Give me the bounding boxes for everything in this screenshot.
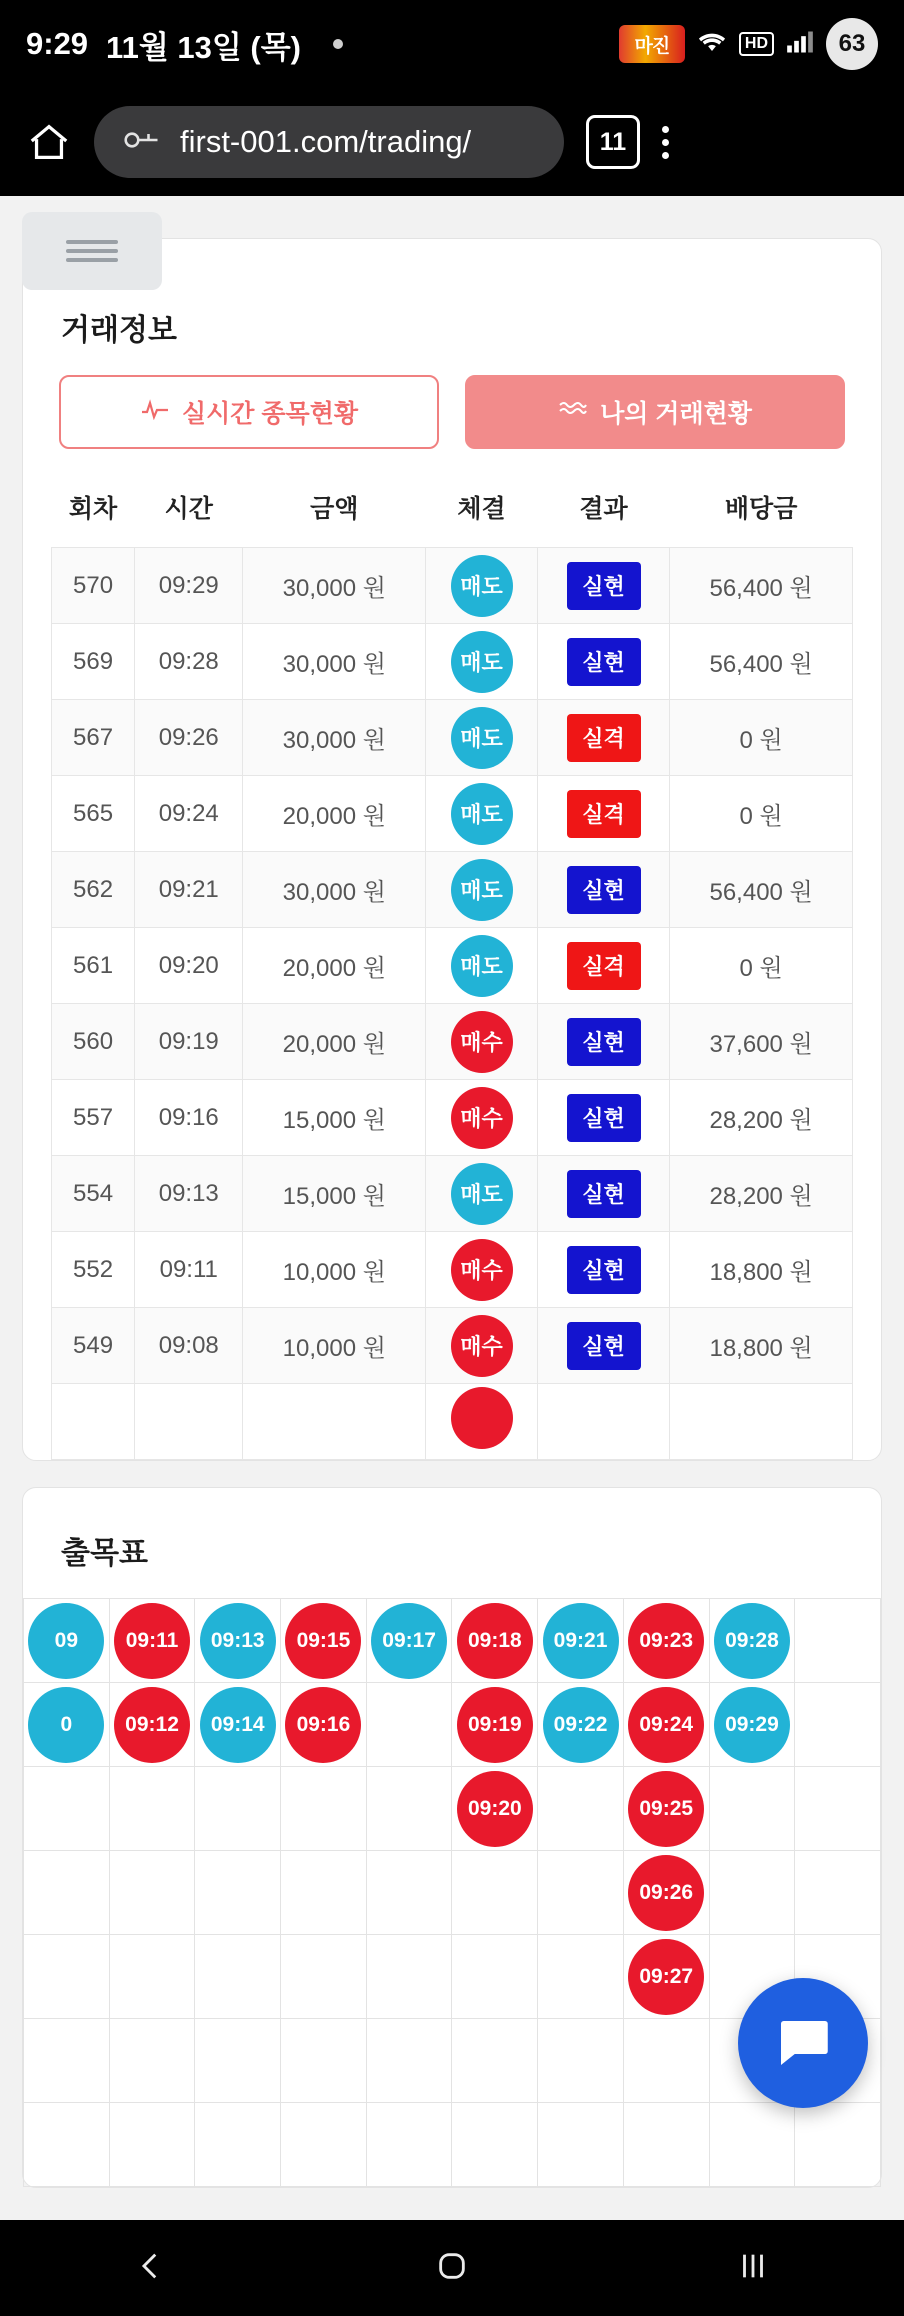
cell-result <box>537 1232 669 1308</box>
board-bubble: 09:15 <box>285 1603 361 1679</box>
board-cell <box>281 2103 367 2187</box>
board-cell <box>195 1851 281 1935</box>
cell-round: 557 <box>52 1080 135 1156</box>
status-badge: 실현 <box>567 1094 641 1142</box>
board-cell <box>24 2103 110 2187</box>
cell-time: 09:20 <box>135 928 243 1004</box>
cell-side <box>426 1232 538 1308</box>
table-row <box>52 624 853 700</box>
cell-round: 552 <box>52 1232 135 1308</box>
cell-side <box>426 928 538 1004</box>
board-cell <box>624 1683 710 1767</box>
cell-amount: 20,000 원 <box>243 776 426 852</box>
col-side: 체결 <box>457 495 506 523</box>
cell-time: 09:26 <box>135 700 243 776</box>
board-cell <box>710 1599 796 1683</box>
table-header-row <box>52 475 853 548</box>
side-badge: 매도 <box>451 631 513 693</box>
board-cell <box>710 1767 796 1851</box>
board-bubble: 09:19 <box>457 1687 533 1763</box>
board-cell <box>110 1851 196 1935</box>
board-cell <box>710 2103 796 2187</box>
board-cell <box>538 2019 624 2103</box>
cell-amount: 10,000 원 <box>243 1308 426 1384</box>
trade-info-card <box>22 238 882 1461</box>
col-payout: 배당금 <box>724 495 798 523</box>
board-cell <box>624 1851 710 1935</box>
board-bubble: 09:14 <box>200 1687 276 1763</box>
board-cell <box>24 1767 110 1851</box>
cell-result <box>537 1080 669 1156</box>
cell-time <box>135 1384 243 1460</box>
cell-side <box>426 548 538 624</box>
board-cell <box>195 2103 281 2187</box>
col-result: 결과 <box>579 495 628 523</box>
cell-round: 569 <box>52 624 135 700</box>
table-row <box>52 700 853 776</box>
board-cell <box>367 1767 453 1851</box>
board-bubble: 09:11 <box>114 1603 190 1679</box>
side-badge: 매도 <box>451 783 513 845</box>
notification-dot-icon <box>333 39 343 49</box>
cell-payout: 0 원 <box>670 928 853 1004</box>
cell-time: 09:13 <box>135 1156 243 1232</box>
board-cell <box>624 1599 710 1683</box>
tab-realtime-status[interactable] <box>59 375 439 449</box>
board-cell <box>24 1599 110 1683</box>
board-bubble: 09:12 <box>114 1687 190 1763</box>
promo-badge: 마진 <box>619 25 685 63</box>
cell-payout: 28,200 원 <box>670 1156 853 1232</box>
tab-my-trades[interactable] <box>465 375 845 449</box>
cell-side <box>426 700 538 776</box>
cell-time: 09:11 <box>135 1232 243 1308</box>
home-circle-icon[interactable] <box>435 2249 469 2288</box>
cell-amount: 15,000 원 <box>243 1156 426 1232</box>
cell-round: 567 <box>52 700 135 776</box>
cell-payout: 56,400 원 <box>670 548 853 624</box>
board-cell <box>110 1767 196 1851</box>
cell-side <box>426 1080 538 1156</box>
cell-payout: 28,200 원 <box>670 1080 853 1156</box>
board-cell <box>710 1683 796 1767</box>
address-bar[interactable] <box>94 106 564 178</box>
cell-time: 09:28 <box>135 624 243 700</box>
table-row <box>52 1308 853 1384</box>
status-bar-left <box>26 22 343 67</box>
board-cell <box>538 2103 624 2187</box>
side-badge: 매도 <box>451 935 513 997</box>
board-cell <box>538 1599 624 1683</box>
status-badge: 실현 <box>567 1246 641 1294</box>
cell-round: 554 <box>52 1156 135 1232</box>
cell-side <box>426 1156 538 1232</box>
board-cell <box>367 2019 453 2103</box>
board-bubble: 09:24 <box>628 1687 704 1763</box>
board-cell <box>710 1851 796 1935</box>
cell-round: 570 <box>52 548 135 624</box>
cell-round: 561 <box>52 928 135 1004</box>
cell-amount <box>243 1384 426 1460</box>
table-row <box>52 1232 853 1308</box>
chart-line-icon <box>140 398 170 427</box>
board-cell <box>195 1767 281 1851</box>
board-cell <box>538 1683 624 1767</box>
cell-side <box>426 852 538 928</box>
board-bubble: 09:27 <box>628 1939 704 2015</box>
cell-payout: 18,800 원 <box>670 1232 853 1308</box>
board-cell <box>452 2103 538 2187</box>
cell-payout: 56,400 원 <box>670 852 853 928</box>
trade-table <box>51 475 853 1460</box>
board-cell <box>110 1599 196 1683</box>
board-cell <box>795 1599 881 1683</box>
side-badge: 매도 <box>451 1163 513 1225</box>
board-cell <box>538 1851 624 1935</box>
board-cell <box>367 2103 453 2187</box>
table-row <box>52 1080 853 1156</box>
board-bubble: 09 <box>28 1603 104 1679</box>
board-cell <box>795 2103 881 2187</box>
board-cell <box>195 1599 281 1683</box>
status-badge: 실현 <box>567 562 641 610</box>
col-round: 회차 <box>68 495 118 523</box>
cell-time: 09:24 <box>135 776 243 852</box>
cell-result <box>537 700 669 776</box>
board-cell <box>795 1767 881 1851</box>
board-bubble: 09:21 <box>543 1603 619 1679</box>
board-cell <box>624 1935 710 2019</box>
side-badge: 매수 <box>451 1087 513 1149</box>
side-badge: 매도 <box>451 555 513 617</box>
battery-indicator: 63 <box>826 18 878 70</box>
board-cell <box>452 1683 538 1767</box>
status-badge: 실현 <box>567 638 641 686</box>
board-bubble: 09:16 <box>285 1687 361 1763</box>
board-cell <box>367 1683 453 1767</box>
cell-round <box>52 1384 135 1460</box>
board-bubble: 09:22 <box>543 1687 619 1763</box>
chat-bubble-icon[interactable] <box>738 1978 868 2108</box>
side-badge: 매도 <box>451 859 513 921</box>
board-cell <box>195 1683 281 1767</box>
hamburger-menu-icon[interactable] <box>22 212 162 290</box>
board-cell <box>795 1851 881 1935</box>
waves-icon <box>558 398 588 427</box>
board-bubble: 09:26 <box>628 1855 704 1931</box>
cell-result <box>537 1004 669 1080</box>
home-icon[interactable] <box>26 119 72 165</box>
board-cell <box>624 2019 710 2103</box>
col-time: 시간 <box>164 495 213 523</box>
board-cell <box>795 1683 881 1767</box>
col-amount: 금액 <box>310 495 359 523</box>
android-nav-bar <box>0 2220 904 2316</box>
board-bubble: 0 <box>28 1687 104 1763</box>
board-title: 출목표 <box>61 1537 148 1570</box>
cell-round: 549 <box>52 1308 135 1384</box>
cell-result <box>537 548 669 624</box>
board-bubble: 09:13 <box>200 1603 276 1679</box>
side-badge: 매수 <box>451 1315 513 1377</box>
cell-amount: 10,000 원 <box>243 1232 426 1308</box>
status-badge: 실격 <box>567 714 641 762</box>
cell-amount: 20,000 원 <box>243 1004 426 1080</box>
cell-amount: 20,000 원 <box>243 928 426 1004</box>
cell-amount: 30,000 원 <box>243 548 426 624</box>
board-cell <box>452 1767 538 1851</box>
board-bubble: 09:17 <box>371 1603 447 1679</box>
cell-side <box>426 624 538 700</box>
table-row <box>52 928 853 1004</box>
board-cell <box>624 2103 710 2187</box>
status-bar <box>0 0 904 88</box>
board-cell <box>452 1851 538 1935</box>
board-cell <box>281 1935 367 2019</box>
side-badge: 매수 <box>451 1011 513 1073</box>
recent-apps-icon[interactable] <box>736 2249 770 2288</box>
board-cell <box>195 2019 281 2103</box>
table-row <box>52 776 853 852</box>
trade-tabs <box>59 375 845 449</box>
board-bubble: 09:25 <box>628 1771 704 1847</box>
cell-side <box>426 776 538 852</box>
board-cell <box>24 1683 110 1767</box>
table-row <box>52 1004 853 1080</box>
cell-round: 560 <box>52 1004 135 1080</box>
board-cell <box>452 1935 538 2019</box>
cell-amount: 30,000 원 <box>243 624 426 700</box>
board-bubble: 09:29 <box>714 1687 790 1763</box>
cell-round: 562 <box>52 852 135 928</box>
cell-side <box>426 1308 538 1384</box>
cell-amount: 30,000 원 <box>243 852 426 928</box>
cell-side <box>426 1384 538 1460</box>
trade-table-body <box>52 548 853 1460</box>
hd-indicator: HD <box>739 32 774 56</box>
status-date: 11월 13일 (목) <box>106 29 302 65</box>
cell-time: 09:08 <box>135 1308 243 1384</box>
board-cell <box>367 1851 453 1935</box>
board-bubble: 09:23 <box>628 1603 704 1679</box>
cell-time: 09:21 <box>135 852 243 928</box>
page-title: 거래정보 <box>61 314 177 347</box>
cell-amount: 15,000 원 <box>243 1080 426 1156</box>
cell-result <box>537 928 669 1004</box>
status-badge: 실현 <box>567 1170 641 1218</box>
browser-toolbar <box>0 88 904 196</box>
board-bubble: 09:28 <box>714 1603 790 1679</box>
board-cell <box>452 1599 538 1683</box>
board-cell <box>110 1935 196 2019</box>
cell-result <box>537 1156 669 1232</box>
cell-result <box>537 1384 669 1460</box>
board-cell <box>538 1767 624 1851</box>
board-bubble: 09:20 <box>457 1771 533 1847</box>
board-cell <box>281 1683 367 1767</box>
status-time: 9:29 <box>26 26 89 61</box>
cell-side <box>426 1004 538 1080</box>
cell-time: 09:29 <box>135 548 243 624</box>
overflow-menu-icon[interactable] <box>662 120 669 165</box>
cell-payout: 37,600 원 <box>670 1004 853 1080</box>
cell-time: 09:19 <box>135 1004 243 1080</box>
status-badge: 실격 <box>567 942 641 990</box>
cell-amount: 30,000 원 <box>243 700 426 776</box>
cell-time: 09:16 <box>135 1080 243 1156</box>
board-cell <box>281 2019 367 2103</box>
url-text: first-001.com/trading/ <box>180 124 472 159</box>
tab-realtime-label: 실시간 종목현황 <box>182 400 358 428</box>
board-cell <box>110 2019 196 2103</box>
side-badge: 매도 <box>451 707 513 769</box>
wifi-icon <box>697 30 727 59</box>
status-badge: 실현 <box>567 1018 641 1066</box>
board-cell <box>24 1851 110 1935</box>
board-cell <box>281 1851 367 1935</box>
status-badge: 실현 <box>567 1322 641 1370</box>
cell-result <box>537 624 669 700</box>
cell-round: 565 <box>52 776 135 852</box>
signal-icon <box>786 30 814 59</box>
table-row <box>52 1156 853 1232</box>
back-icon[interactable] <box>134 2249 168 2288</box>
status-badge: 실현 <box>567 866 641 914</box>
side-badge: 매수 <box>451 1239 513 1301</box>
board-cell <box>538 1935 624 2019</box>
board-cell <box>110 1683 196 1767</box>
status-bar-right <box>619 18 878 70</box>
board-cell <box>281 1599 367 1683</box>
board-cell <box>367 1935 453 2019</box>
table-row <box>52 548 853 624</box>
board-cell <box>24 2019 110 2103</box>
cell-payout: 0 원 <box>670 776 853 852</box>
site-settings-icon[interactable] <box>120 125 162 160</box>
board-bubble: 09:18 <box>457 1603 533 1679</box>
web-page-content <box>0 196 904 2220</box>
board-cell <box>24 1935 110 2019</box>
cell-result <box>537 776 669 852</box>
tab-my-trades-label: 나의 거래현황 <box>600 400 752 428</box>
board-cell <box>281 1767 367 1851</box>
cell-payout <box>670 1384 853 1460</box>
status-badge: 실격 <box>567 790 641 838</box>
tab-switcher-button[interactable]: 11 <box>586 115 640 169</box>
cell-payout: 56,400 원 <box>670 624 853 700</box>
board-cell <box>110 2103 196 2187</box>
board-cell <box>367 1599 453 1683</box>
cell-payout: 0 원 <box>670 700 853 776</box>
table-row-partial <box>52 1384 853 1460</box>
cell-result <box>537 1308 669 1384</box>
board-cell <box>624 1767 710 1851</box>
table-row <box>52 852 853 928</box>
cell-payout: 18,800 원 <box>670 1308 853 1384</box>
board-cell <box>452 2019 538 2103</box>
board-cell <box>195 1935 281 2019</box>
cell-result <box>537 852 669 928</box>
outcome-board <box>23 1598 881 2187</box>
side-badge <box>451 1387 513 1449</box>
